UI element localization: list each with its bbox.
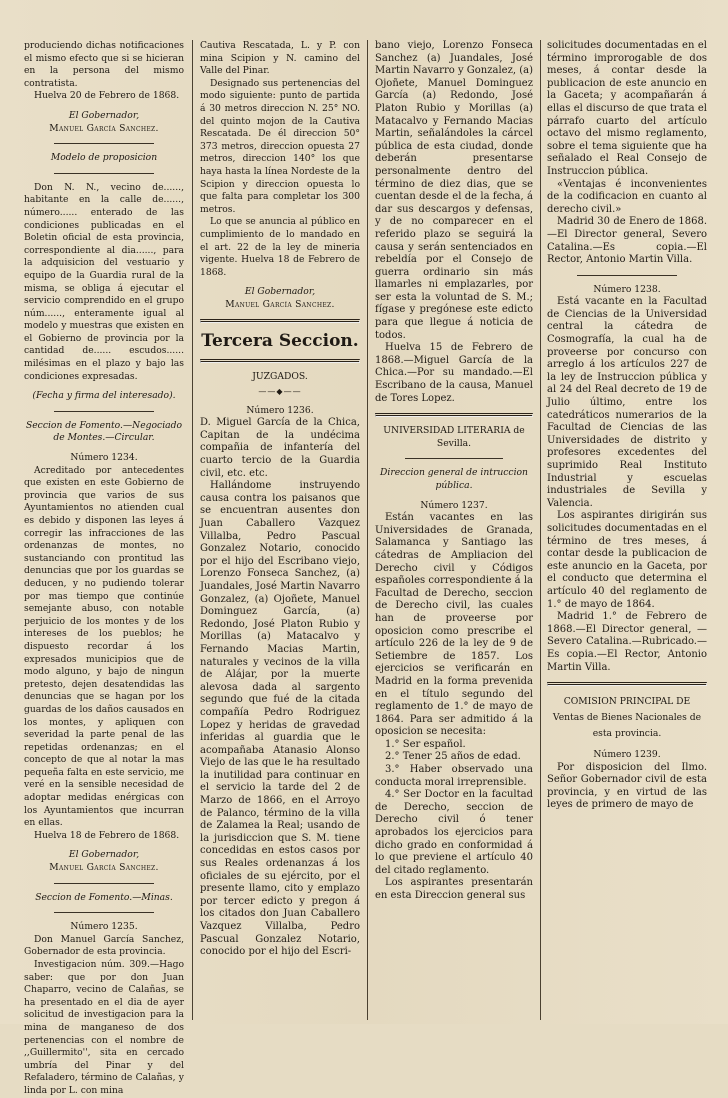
signature-title: El Gobernador, [244,286,316,298]
section-title: Tercera Seccion. [201,331,359,352]
divider [54,912,154,913]
divider [577,275,677,276]
column-2 [200,40,360,1020]
notice-number: Número 1235. [70,921,138,933]
section-heading: Direccion general de intruccion pública. [380,467,528,491]
section-heading: UNIVERSIDAD LITERARIA de Sevilla. [383,425,525,449]
paragraph: «Ventajas é inconvenientes de la codificacion en cuanto al derecho civil.» [547,178,707,215]
paragraph: D. Miguel García de la Chica, Capitan de la undécima compañia de infantería del cuarto tercio de la Guardia civil, etc. etc. [200,417,360,479]
section-heading: Seccion de Fomento.—Minas. [35,891,173,903]
notice-number: Número 1237. [420,499,488,511]
notice-number: Número 1239. [593,749,661,761]
section-heading: JUZGADOS. [252,371,308,383]
paragraph: Hallándome instruyendo causa contra los paisanos que se encuentran ausentes don Juan Caballero Vazquez Villalba, Pedro Pascual Gonzalez Notario, conocido por el hijo del Escribano viejo, Lorenzo Fonseca Sanchez, (a) Juandales, José Martin Navarro Gonzalez, (a) Ojoñete, Manuel Dominguez García, (a) Redondo, José Platon Rubio y Morillas (a) Matacalvo y Fernando Macias Martin, naturales y vecinos de la villa de Alájar, por la muerte alevosa dada al sargento segundo que fué de la citada compañía Pedro Rodriguez Lopez y heridas de gravedad inferidas al guardia que le acompañaba Atanasio Alonso Viejo de las que le ha resultado la inutilidad para continuar en el servicio la tarde del 2 de Marzo de 1866, en el Arroyo de Palanco, término de la villa de Zalamea la Real; usando de la jurisdiccion que S. M. tiene concedidas en estos casos por sus Reales ordenanzas á los oficiales de su ejército, por el presente llamo, cito y emplazo por tercer edicto y pregon á los citados don Juan Caballero Vazquez Villalba, Pedro Pascual Gonzalez Notario, conocido por el hijo del Escri- [200,480,360,958]
paragraph: Los aspirantes presentarán en esta Direccion general sus [375,877,533,901]
paragraph: Don Manuel García Sanchez, Gobernador de esta provincia. [24,933,184,958]
date-line: Huelva 20 de Febrero de 1868. [34,90,180,102]
date-line: Huelva 15 de Febrero de 1868.—Miguel García de la Chica.—Por su mandado.—El Escribano de la causa, Manuel de Tores Lopez. [375,342,533,404]
column-1 [24,40,184,1096]
signature-name: Manuel García Sanchez. [225,298,335,310]
column-4 [547,40,707,1020]
divider [54,143,154,144]
divider [54,411,154,412]
signature-name: Manuel García Sanchez. [49,122,159,134]
signature-title: El Gobernador, [68,849,140,861]
list-item: 4.° Ser Doctor en la facultad de Derecho, seccion de Derecho civil ó tener aprobados los ejercicios para dicho grado en conformidad á lo que previene el artículo 40 del citado reglamento. [375,789,533,876]
paragraph: Acreditado por antecedentes que existen en este Gobierno de provincia que varios de sus Ayuntamientos no atienden cual es debido y disponen las leyes á corregir las infracciones de las ordenanzas de montes, no sustanciando con prontitud las denuncias que por los guardas se deducen, y no pudiendo tolerar por mas tiempo que continúe semejante abuso, con notable perjuicio de los montes y de los intereses de los pueblos; he dispuesto recordar á los expresados municipios que de modo alguno, y bajo de ningun pretesto, dejen desatendidas las denuncias que se hagan por los guardas de los daños causados en los montes, y apliquen con severidad la parte penal de las repetidas ordenanzas; en el concepto de que al notar la mas pequeña falta en este servicio, me veré en la sensible necesidad de adoptar medidas enérgicas con los Ayuntamientos que incurran en ellas. [24,464,184,829]
paragraph: Cautiva Rescatada, L. y P. con mina Scipion y N. camino del Valle del Pinar. [200,40,360,77]
divider [200,319,360,323]
column-rule [367,40,368,1020]
signature-name: Manuel García Sanchez. [49,862,159,874]
column-rule [540,40,541,1020]
paragraph: Están vacantes en las Universidades de Granada, Salamanca y Santiago las cátedras de Ampliacion del Derecho civil y Códigos españoles correspondiente á la Facultad de Derecho, seccion de Derecho civil, las cuales han de proveerse por oposicion como prescribe el artículo 226 de la ley de 9 de Setiembre de 1857. Los ejercicios se verificarán en Madrid en la forma prevenida en el título segundo del reglamento de 1.° de mayo de 1864. Para ser admitido á la oposicion se necesita: [375,512,533,738]
paragraph: Investigacion núm. 309.—Hago saber: que por don Juan Chaparro, vecino de Calañas, se ha presentado en el dia de ayer solicitud de investigacion para la mina de manganeso de dos pertenencias con el nombre de ,,Guillermito'', sita en cercado umbría del Pinar y del Refaladero, término de Calañas, y linda por L. con mina [24,959,184,1096]
paragraph: Los aspirantes dirigirán sus solicitudes documentadas en el término de tres meses, á contar desde la publicacion de este anuncio en la Gaceta, por el conducto que determina el artículo 40 del reglamento de 1.° de mayo de 1864. [547,510,707,610]
notice-number: Número 1238. [593,283,661,295]
divider [547,682,707,686]
date-line: Huelva 18 de Febrero de 1868. [34,829,180,841]
paragraph: Don N. N., vecino de......, habitante en la calle de......, número...... enterado de las condiciones publicadas en el Boletin oficial de esta provincia, correspondiente al dia......, para la adquisicion del vestuario y equipo de la Guardia rural de la misma, se obliga á ejecutar el servicio comprendido en el grupo núm......, enteramente igual al modelo y muestras que existen en el Gobierno de provincia por la cantidad de...... escudos...... milésimas en el plazo y bajo las condiciones expresadas. [24,181,184,382]
date-line: Madrid 1.° de Febrero de 1868.—El Director general, —Severo Catalina.—Rubricado.—Es copia.—El Rector, Antonio Martin Villa. [547,611,707,673]
divider [54,883,154,884]
signature-title: El Gobernador, [68,109,140,121]
paragraph: Está vacante en la Facultad de Ciencias de la Universidad central la cátedra de Cosmografía, la cual ha de proveerse por concurso con arreglo á los artículos 227 de la ley de Instruccion pública y al 24 del Real decreto de 19 de Julio último, entre los catedráticos numerarios de la Facultad de Ciencias de las Universidades de distrito y profesores excedentes del suprimido Real Instituto Industrial y escuelas industriales de Sevilla y Valencia. [547,296,707,509]
divider [375,413,533,417]
divider [200,359,360,363]
section-heading: Seccion de Fomento.—Negociado de Montes.—Circular. [25,419,183,444]
list-item: 2.° Tener 25 años de edad. [385,751,521,763]
section-heading: COMISION PRINCIPAL DE Ventas de Bienes Nacionales de esta provincia. [552,696,702,740]
column-rule [192,40,193,1020]
paragraph: produciendo dichas notificaciones el mismo efecto que si se hicieran en la persona del mismo contratista. [24,40,184,89]
paragraph: bano viejo, Lorenzo Fonseca Sanchez (a) Juandales, José Martin Navarro y Gonzalez, (a) Ojoñete, Manuel Dominguez García (a) Redondo, José Platon Rubio y Morillas (a) Matacalvo y Fernando Macias Martin, señalándoles la cárcel pública de esta ciudad, donde deberán presentarse personalmente dentro del término de diez dias, que se cuentan desde el de la fecha, á dar sus descargos y defensas, y de no comparecer en el referido plazo se seguirá la causa y serán sentenciados en rebeldía por el Consejo de guerra ordinario sin más llamarles ni emplazarles, por ser esta la voluntad de S. M.; fígase y pregónese este edicto para que llegue á noticia de todos. [375,40,533,341]
date-line: Madrid 30 de Enero de 1868.—El Director general, Severo Catalina.—Es copia.—El Rector, Antonio Martin Villa. [547,216,707,266]
section-heading: Modelo de proposicion [50,152,158,164]
list-item: 1.° Ser español. [385,738,466,750]
column-3 [375,40,533,1020]
divider [54,173,154,174]
paragraph: Por disposicion del Ilmo. Señor Gobernador civil de esta provincia, y en virtud de las leyes de primero de mayo de [547,761,707,811]
notice-number: Número 1236. [246,404,314,416]
paragraph: Lo que se anuncia al público en cumplimiento de lo mandado en el art. 22 de la ley de mineria vigente. Huelva 18 de Febrero de 1868. [200,216,360,278]
divider [405,458,503,459]
notice-number: Número 1234. [70,452,138,464]
paragraph: Designado sus pertenencias del modo siguiente: punto de partida á 30 metros direccion N. 25° NO. del quinto mojon de la Cautiva Rescatada. De él direccion 50° 373 metros, direccion opuesta 27 metros, direccion 140° los que haya hasta la línea Nordeste de la Scipion y direccion opuesta lo que falta para completar los 300 metros. [200,77,360,215]
paragraph: solicitudes documentadas en el término improrogable de dos meses, á contar desde la publicacion de este anuncio en la Gaceta; y acompañarán á ellas el discurso de que trata el párrafo cuarto del artículo octavo del mismo reglamento, sobre el tema siguiente que ha señalado el Real Consejo de Instruccion pública. [547,40,707,177]
list-item: 3.° Haber observado una conducta moral irreprensible. [375,764,533,788]
form-note: (Fecha y firma del interesado). [32,390,176,402]
ornament: ——◆—— [258,387,302,397]
